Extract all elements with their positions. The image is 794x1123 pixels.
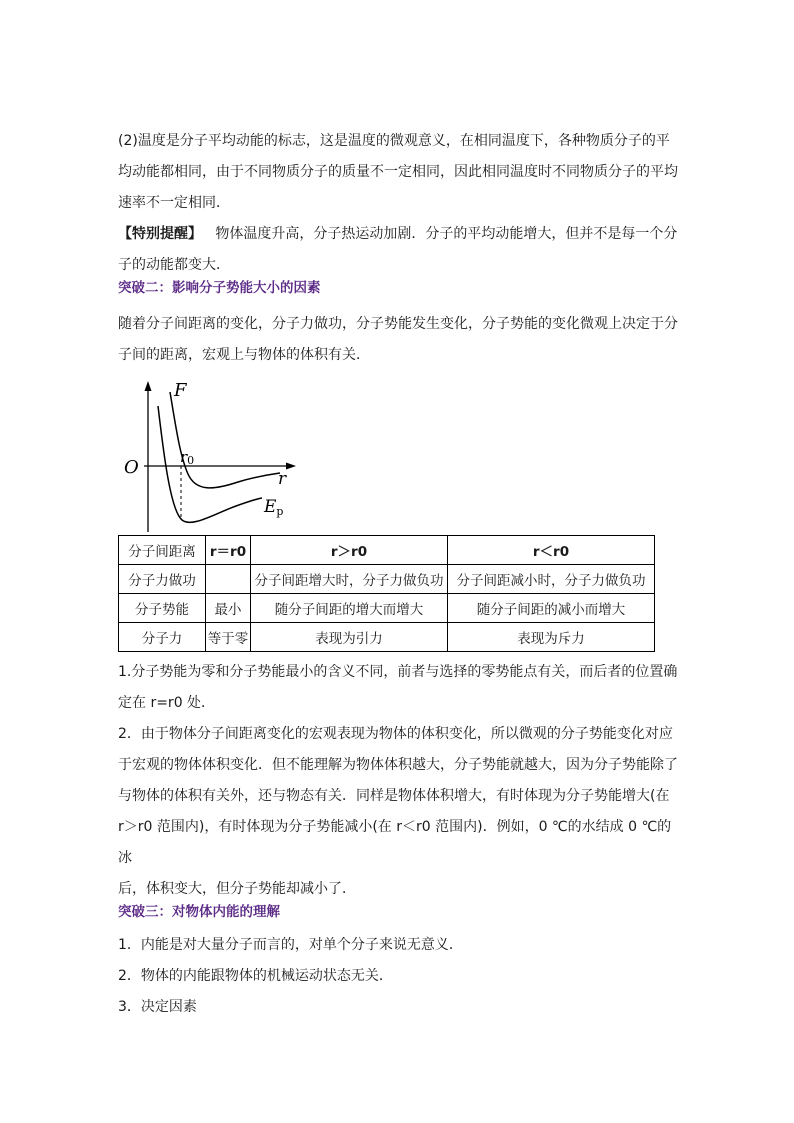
section3-heading: 突破三：对物体内能的理解 xyxy=(118,904,280,920)
section2-line-2: 子间的距离，宏观上与物体的体积有关． xyxy=(118,347,370,363)
table-row xyxy=(119,565,655,594)
tip-label: 【特别提醒】 xyxy=(118,226,202,242)
force-potential-graph xyxy=(118,378,308,536)
table-row xyxy=(119,536,655,565)
table-cell: r＜r0 xyxy=(448,536,655,565)
note-2-line-5: 后，体积变大，但分子势能却减小了． xyxy=(118,881,356,897)
note-2-line-1: 2．由于物体分子间距离变化的宏观表现为物体的体积变化，所以微观的分子势能变化对应 xyxy=(118,726,673,742)
table-cell: 分子力 xyxy=(119,623,206,652)
table-cell: 表现为引力 xyxy=(251,623,448,652)
note-2-paragraph xyxy=(118,719,678,905)
x-axis-arrow-icon xyxy=(286,463,296,470)
table-cell: 分子间距离 xyxy=(119,536,206,565)
note-2-line-3: 与物体的体积有关外，还与物态有关．同样是物体体积增大，有时体现为分子势能增大(在 xyxy=(118,788,670,804)
table-cell: r＞r0 xyxy=(251,536,448,565)
label-O: O xyxy=(124,457,139,478)
section2-paragraph xyxy=(118,309,678,371)
table-cell: 分子间距增大时，分子力做负功 xyxy=(251,565,448,594)
table-cell: 分子势能 xyxy=(119,594,206,623)
section2-line-1: 随着分子间距离的变化，分子力做功，分子势能发生变化，分子势能的变化微观上决定于分 xyxy=(118,316,678,332)
table-cell: 随分子间距的增大而增大 xyxy=(251,594,448,623)
y-axis-arrow-icon xyxy=(145,381,152,391)
table-cell: 最小 xyxy=(206,594,251,623)
section3-item-2: 2．物体的内能跟物体的机械运动状态无关． xyxy=(118,968,393,984)
note-2-line-4: r＞r0 范围内)，有时体现为分子势能减小(在 r＜r0 范围内)．例如，0 ℃的水结成 0 ℃的冰 xyxy=(118,819,672,866)
comparison-table xyxy=(118,535,655,652)
table-cell: r＝r0 xyxy=(206,536,251,565)
table-row xyxy=(119,623,655,652)
note-2-line-2: 于宏观的物体体积变化．但不能理解为物体体积越大，分子势能就越大，因为分子势能除了 xyxy=(118,757,678,773)
intro-paragraph xyxy=(118,126,678,281)
table-row xyxy=(119,594,655,623)
label-r0-sub: 0 xyxy=(187,454,195,467)
table-cell xyxy=(206,565,251,594)
table-cell: 分子间距减小时，分子力做负功 xyxy=(448,565,655,594)
section3-item-1: 1．内能是对大量分子而言的，对单个分子来说无意义． xyxy=(118,937,463,953)
label-Ep xyxy=(263,497,283,518)
intro-line-3: 速率不一定相同． xyxy=(118,195,230,211)
force-curve xyxy=(170,392,280,488)
tip-line-2: 子的动能都变大． xyxy=(118,257,230,273)
section2-heading: 突破二：影响分子势能大小的因素 xyxy=(118,280,321,296)
section3-list xyxy=(118,930,678,1023)
table-cell: 随分子间距的减小而增大 xyxy=(448,594,655,623)
label-r: r xyxy=(278,469,287,489)
potential-energy-curve xyxy=(158,406,262,522)
tip-line-1: 物体温度升高，分子热运动加剧．分子的平均动能增大，但并不是每一个分 xyxy=(215,226,678,242)
section3-item-3: 3．决定因素 xyxy=(118,999,197,1015)
note-1-paragraph xyxy=(118,657,678,719)
label-Ep-main: E xyxy=(264,497,277,517)
label-r0-main: r xyxy=(180,448,188,466)
intro-line-2: 均动能都相同，由于不同物质分子的质量不一定相同，因此相同温度时不同物质分子的平均 xyxy=(118,164,678,180)
table-cell: 表现为斥力 xyxy=(448,623,655,652)
note-1-line-2: 定在 r=r0 处． xyxy=(118,695,216,711)
table-cell: 等于零 xyxy=(206,623,251,652)
label-Ep-sub: p xyxy=(276,505,284,518)
intro-line-1: (2)温度是分子平均动能的标志，这是温度的微观意义，在相同温度下，各种物质分子的平 xyxy=(118,133,670,149)
label-F: F xyxy=(174,380,187,401)
label-r0 xyxy=(180,448,194,467)
table-cell: 分子力做功 xyxy=(119,565,206,594)
note-1-line-1: 1.分子势能为零和分子势能最小的含义不同，前者与选择的零势能点有关，而后者的位置确 xyxy=(118,664,678,680)
